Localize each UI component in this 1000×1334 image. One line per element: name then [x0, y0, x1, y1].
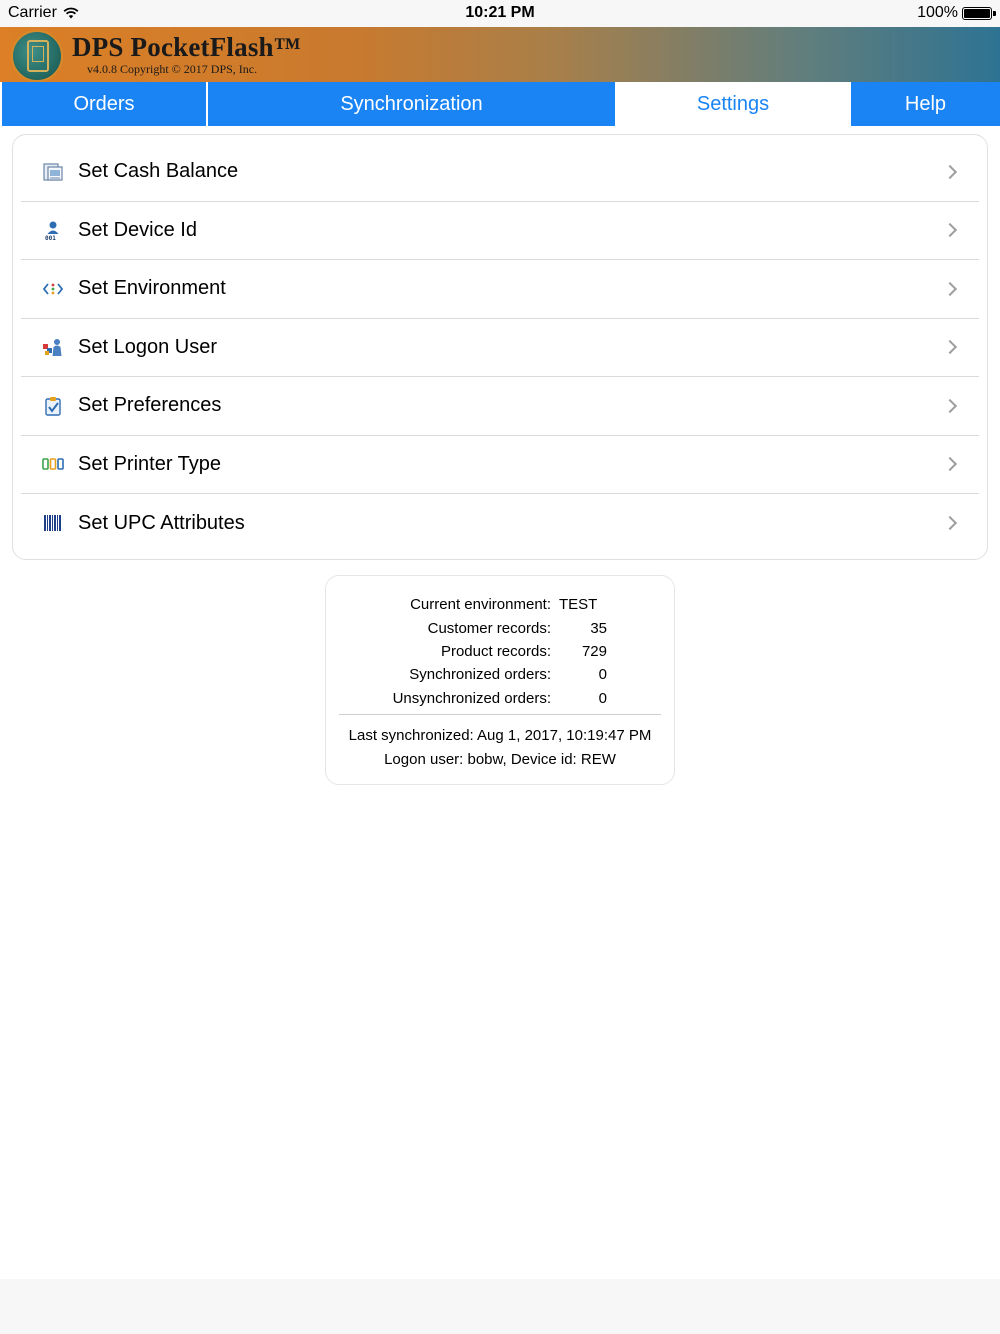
info-row-customer-records [326, 616, 674, 639]
bottom-toolbar-area [0, 1279, 1000, 1334]
status-bar [0, 0, 1000, 27]
settings-card [12, 134, 988, 560]
carrier-label: Carrier [8, 4, 57, 21]
chevron-right-icon [943, 399, 957, 413]
settings-item-label: Set Logon User [78, 335, 217, 358]
battery-icon [962, 7, 992, 20]
info-label: Product records: [440, 642, 551, 660]
chevron-right-icon [943, 516, 957, 530]
preferences-icon [42, 395, 64, 417]
settings-item-label: Set Environment [78, 277, 226, 300]
settings-item-upc-attributes[interactable] [21, 494, 979, 553]
status-info-card [325, 575, 675, 785]
chevron-right-icon [943, 165, 957, 179]
tab-help[interactable]: Help [851, 82, 1000, 126]
svg-text:001: 001 [45, 235, 56, 242]
status-time: 10:21 PM [465, 4, 535, 21]
chevron-right-icon [943, 340, 957, 354]
environment-icon [42, 278, 64, 300]
info-label: Unsynchronized orders: [392, 689, 551, 707]
info-row-product-records [326, 640, 674, 663]
logon-user-text: Logon user: bobw, Device id: REW [384, 750, 616, 768]
settings-item-device-id[interactable] [21, 202, 979, 261]
settings-item-label: Set Device Id [78, 218, 197, 241]
info-value: TEST [559, 596, 598, 614]
logon-user-icon [42, 336, 64, 358]
barcode-icon [42, 512, 64, 534]
app-title: DPS PocketFlash™ [72, 32, 301, 62]
device-id-icon [42, 219, 64, 241]
info-label: Customer records: [427, 619, 551, 637]
info-value: 0 [598, 689, 607, 707]
settings-item-label: Set Cash Balance [78, 160, 239, 183]
settings-item-preferences[interactable] [21, 377, 979, 436]
info-row-environment [326, 593, 674, 616]
settings-item-cash-balance[interactable] [21, 143, 979, 202]
info-row-unsynchronized-orders [326, 687, 674, 710]
settings-item-label: Set Preferences [78, 394, 222, 417]
info-label: Synchronized orders: [409, 666, 551, 684]
info-row-synchronized-orders [326, 663, 674, 686]
settings-item-printer-type[interactable] [21, 436, 979, 495]
info-value: 35 [590, 619, 607, 637]
app-header [0, 27, 1000, 82]
status-right [917, 4, 992, 22]
chevron-right-icon [943, 457, 957, 471]
tab-bar [0, 82, 1000, 126]
tab-synchronization[interactable]: Synchronization [208, 82, 615, 126]
printer-type-icon [42, 453, 64, 475]
info-label: Current environment: [410, 596, 551, 614]
app-logo-icon [11, 30, 63, 82]
info-value: 0 [598, 666, 607, 684]
app-copyright: v4.0.8 Copyright © 2017 DPS, Inc. [87, 62, 258, 76]
chevron-right-icon [943, 223, 957, 237]
info-rows [326, 593, 674, 710]
cash-balance-icon [42, 161, 64, 183]
settings-item-label: Set UPC Attributes [78, 511, 245, 534]
chevron-right-icon [943, 282, 957, 296]
tab-orders[interactable]: Orders [2, 82, 206, 126]
info-value: 729 [581, 642, 607, 660]
info-footer [326, 724, 674, 771]
settings-list [13, 135, 987, 553]
settings-item-logon-user[interactable] [21, 319, 979, 378]
info-divider [339, 714, 661, 715]
last-synchronized-text: Last synchronized: Aug 1, 2017, 10:19:47 PM [348, 727, 652, 744]
battery-percent: 100% [917, 4, 958, 21]
tab-settings[interactable]: Settings [617, 82, 849, 126]
settings-item-label: Set Printer Type [78, 452, 222, 475]
settings-item-environment[interactable] [21, 260, 979, 319]
